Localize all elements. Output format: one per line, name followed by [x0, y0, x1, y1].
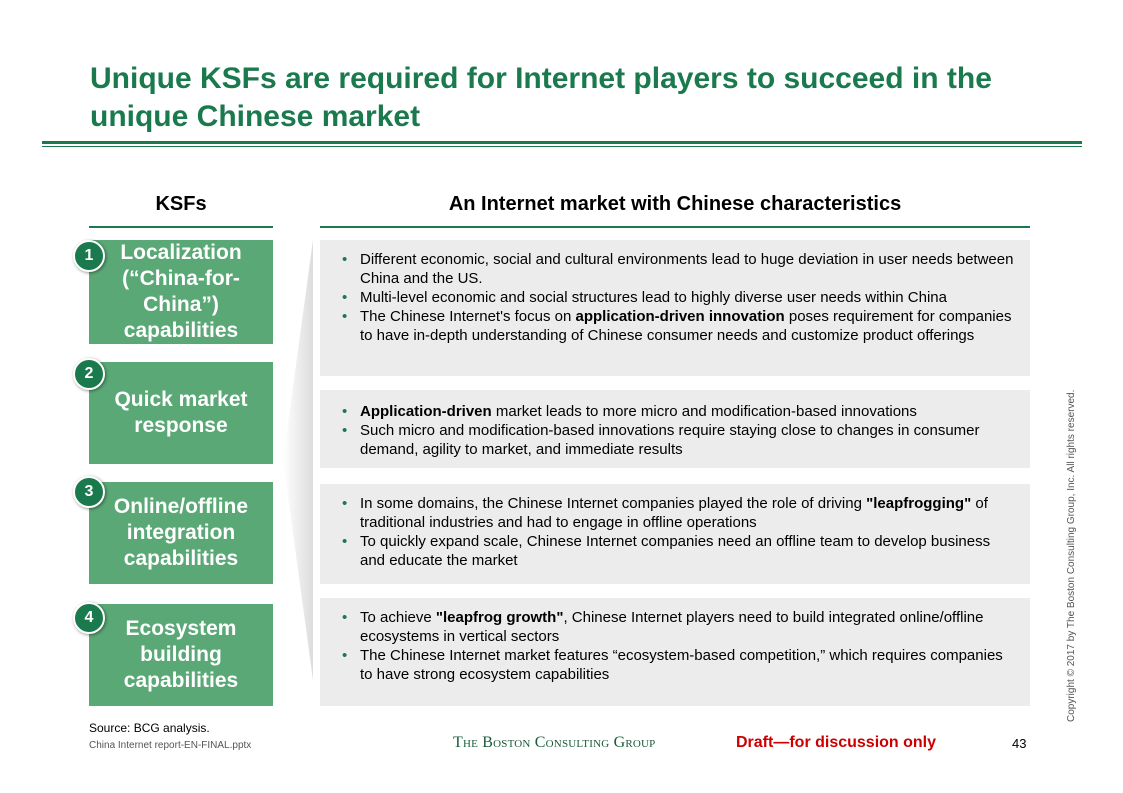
bullet-emphasis: application-driven innovation — [575, 308, 785, 325]
page-title: Unique KSFs are required for Internet players to succeed in the unique Chinese market — [90, 62, 992, 133]
ksf-box-localization — [89, 240, 273, 344]
draft-label: Draft—for discussion only — [736, 734, 937, 751]
panel-localization — [320, 240, 1030, 376]
connector-wedge — [283, 240, 313, 680]
ksf-line: Ecosystem — [125, 617, 237, 640]
ksf-line: integration — [126, 521, 236, 544]
ksf-box-online-offline — [89, 482, 273, 584]
bullet-text: of traditional industries and had to engage in offline operations — [360, 495, 988, 531]
bullet-text: The Chinese Internet's focus on — [360, 308, 576, 325]
bullet-icon: • — [342, 251, 348, 268]
bullet-text: Multi-level economic and social structures lead to highly diverse user needs within China — [360, 289, 947, 306]
bullet-icon: • — [342, 422, 348, 439]
ksf-line: Online/offline — [113, 495, 249, 518]
bullet-icon: • — [342, 308, 348, 325]
ksf-line: capabilities — [123, 319, 239, 342]
panel-quick-response — [320, 390, 1030, 468]
ksf-line: capabilities — [123, 547, 239, 570]
copyright-notice: Copyright © 2017 by The Boston Consulting Group, Inc. All rights reserved. — [1066, 389, 1077, 722]
bullet-text: To achieve — [360, 609, 436, 626]
ksf-line: Localization — [120, 241, 242, 264]
company-logo: The Boston Consulting Group — [453, 734, 656, 751]
title-divider — [42, 141, 1082, 144]
ksf-line: capabilities — [123, 669, 239, 692]
ksf-number-badge: 3 — [73, 476, 105, 508]
bullet-text: poses requirement for companies to have in-depth understanding of Chinese consumer needs and customize product offerings — [360, 308, 1012, 344]
bullet-icon: • — [342, 289, 348, 306]
bullet-item — [340, 532, 1018, 570]
market-header-rule — [320, 226, 1030, 228]
bullet-text: market leads to more micro and modification-based innovations — [491, 403, 917, 420]
bullet-text: Such micro and modification-based innovations require staying close to changes in consumer demand, agility to market, and immediate results — [360, 422, 980, 458]
bullet-icon: • — [342, 647, 348, 664]
bullet-item — [340, 288, 1018, 307]
bullet-text: Different economic, social and cultural environments lead to huge deviation in user needs between China and the US. — [360, 251, 1014, 287]
bullet-item — [340, 250, 1018, 288]
ksf-number-badge: 1 — [73, 240, 105, 272]
ksf-line: China”) — [143, 293, 219, 316]
bullet-item — [340, 402, 1018, 421]
ksfs-header-rule — [89, 226, 273, 228]
file-name: China Internet report-EN-FINAL.pptx — [89, 740, 252, 751]
ksf-line: response — [134, 414, 228, 437]
bullet-item — [340, 608, 1018, 646]
bullet-icon: • — [342, 495, 348, 512]
bullet-item — [340, 307, 1018, 345]
bullet-emphasis: "leapfrog growth" — [435, 609, 564, 626]
panel-online-offline — [320, 484, 1030, 584]
bullet-icon: • — [342, 403, 348, 420]
panel-ecosystem — [320, 598, 1030, 706]
page-number: 43 — [1012, 736, 1027, 751]
bullet-icon: • — [342, 533, 348, 550]
ksf-line: (“China-for- — [122, 267, 240, 290]
bullet-item — [340, 494, 1018, 532]
bullet-text: , Chinese Internet players need to build integrated online/offline ecosystems in vertical sectors — [360, 609, 984, 645]
ksf-number-badge: 2 — [73, 358, 105, 390]
ksfs-header: KSFs — [155, 193, 207, 215]
bullet-text: In some domains, the Chinese Internet companies played the role of driving — [360, 495, 867, 512]
ksf-box-quick-response — [89, 362, 273, 464]
title-divider-thin — [42, 146, 1082, 147]
bullet-emphasis: "leapfrogging" — [866, 495, 972, 512]
ksf-line: Quick market — [114, 388, 248, 411]
market-header: An Internet market with Chinese characteristics — [448, 193, 902, 215]
ksf-box-ecosystem — [89, 604, 273, 706]
ksf-line: building — [140, 643, 222, 666]
bullet-emphasis: Application-driven — [360, 403, 492, 420]
bullet-item — [340, 646, 1018, 684]
ksf-number-badge: 4 — [73, 602, 105, 634]
source-note: Source: BCG analysis. — [89, 721, 210, 735]
bullet-text: To quickly expand scale, Chinese Internet companies need an offline team to develop business and educate the market — [360, 533, 991, 569]
bullet-item — [340, 421, 1018, 459]
bullet-text: The Chinese Internet market features “ecosystem-based competition,” which requires companies to have strong ecosystem capabilities — [360, 647, 1003, 683]
bullet-icon: • — [342, 609, 348, 626]
